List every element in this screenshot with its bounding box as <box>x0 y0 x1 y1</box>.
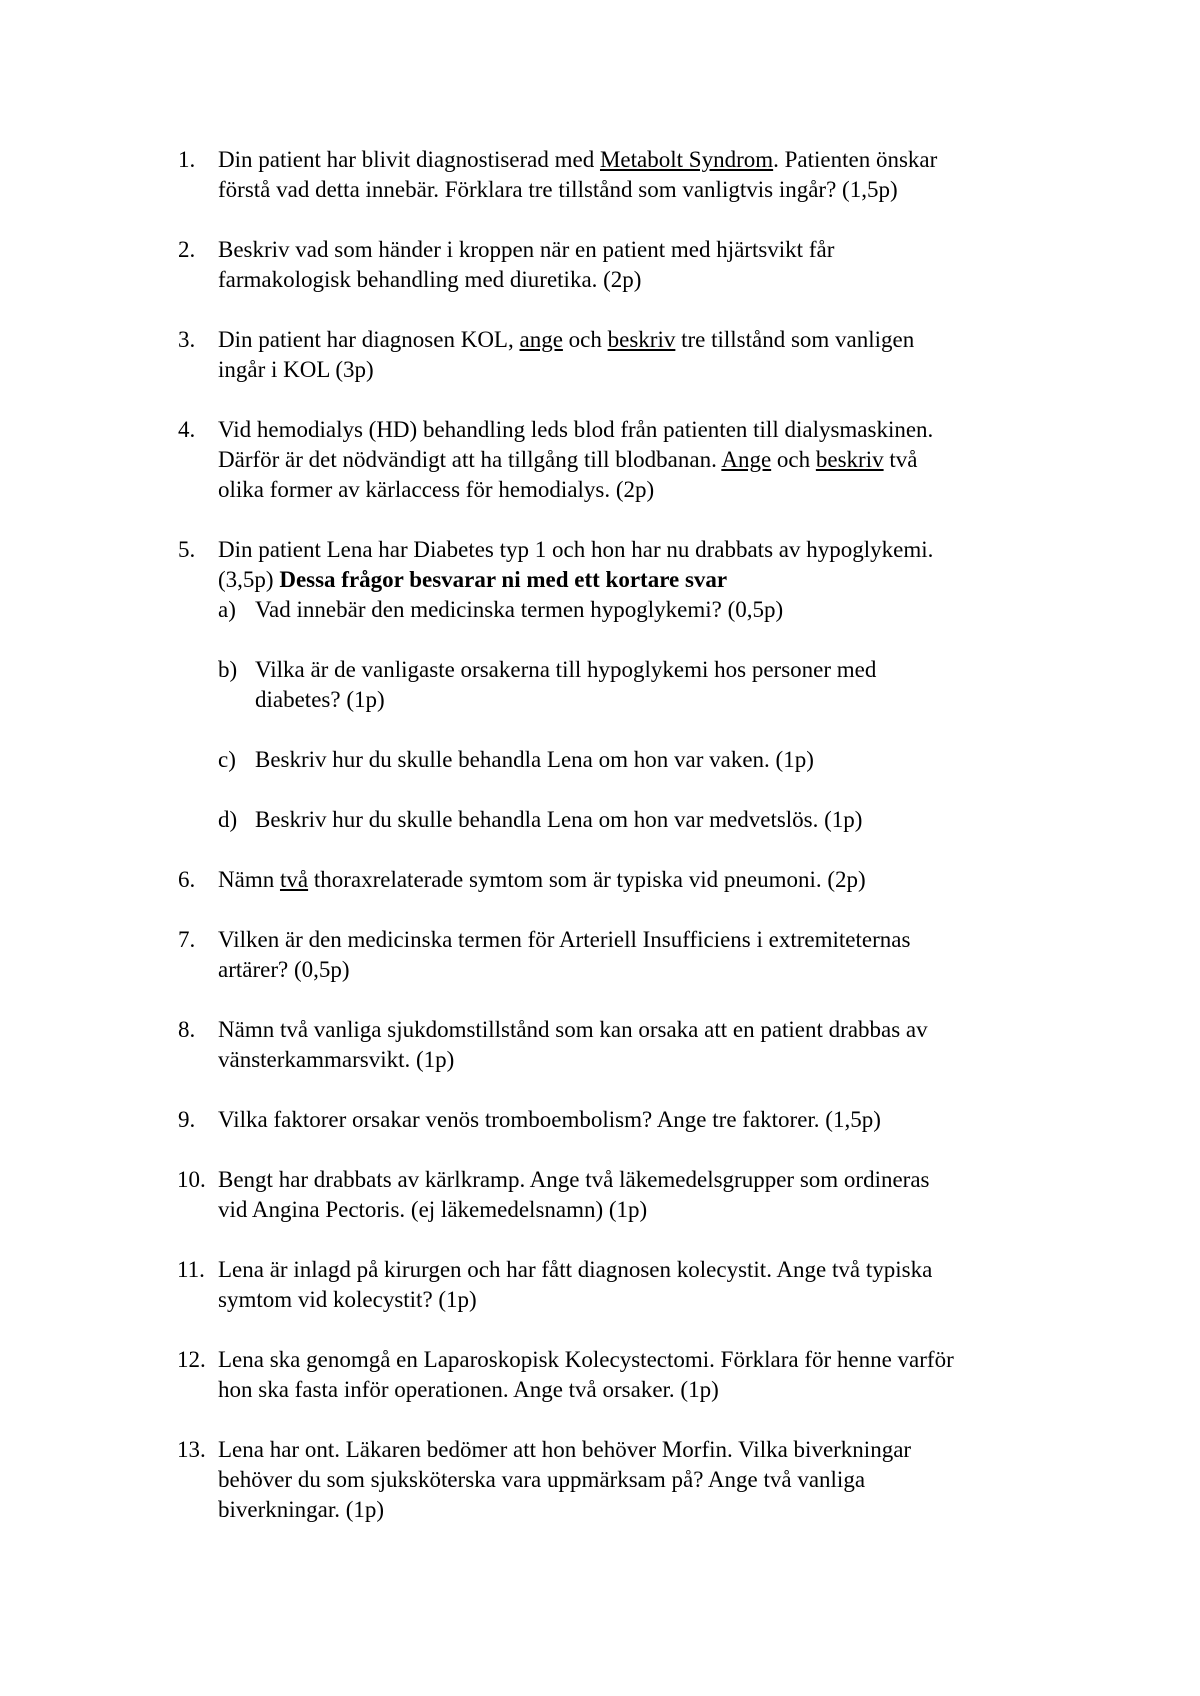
underlined-text: beskriv <box>815 447 884 472</box>
sub-question-letter: c) <box>218 747 236 772</box>
text-segment: olika former av kärlaccess för hemodialys. (2p) <box>218 477 655 502</box>
question-list <box>178 145 1078 1555</box>
question-line <box>218 445 1078 475</box>
question-number: 7. <box>178 927 196 952</box>
question-text <box>218 1345 1078 1405</box>
text-segment: behöver du som sjuksköterska vara uppmärksam på? Ange två vanliga <box>218 1467 866 1492</box>
text-segment: Vilka är de vanligaste orsakerna till hypoglykemi hos personer med <box>255 657 877 682</box>
question-line <box>218 325 1078 355</box>
question-line <box>218 955 1078 985</box>
text-segment: Vilken är den medicinska termen för Arteriell Insufficiens i extremiteternas <box>218 927 911 952</box>
text-segment: Beskriv vad som händer i kroppen när en patient med hjärtsvikt får <box>218 237 835 262</box>
text-segment: Lena har ont. Läkaren bedömer att hon behöver Morfin. Vilka biverkningar <box>218 1437 912 1462</box>
question-line <box>218 535 1078 565</box>
underlined-text: två <box>279 867 309 892</box>
sub-question-line <box>255 685 1078 715</box>
text-segment: Bengt har drabbats av kärlkramp. Ange två läkemedelsgrupper som ordineras <box>218 1167 930 1192</box>
question-item <box>178 1345 1078 1405</box>
text-segment: diabetes? (1p) <box>255 687 385 712</box>
question-number: 5. <box>178 537 196 562</box>
question-text <box>218 1105 1078 1135</box>
question-line <box>218 1495 1078 1525</box>
sub-question-text <box>255 655 1078 715</box>
question-text <box>218 325 1078 385</box>
question-number: 1. <box>178 147 196 172</box>
question-text <box>218 1435 1078 1525</box>
sub-question-item <box>218 805 1078 835</box>
sub-question-item <box>218 595 1078 625</box>
question-line <box>218 265 1078 295</box>
sub-question-text <box>255 745 1078 775</box>
text-segment: Beskriv hur du skulle behandla Lena om hon var medvetslös. (1p) <box>255 807 863 832</box>
text-segment: Lena är inlagd på kirurgen och har fått diagnosen kolecystit. Ange två typiska <box>218 1257 933 1282</box>
question-line <box>218 1255 1078 1285</box>
question-item <box>178 235 1078 295</box>
question-number: 13. <box>177 1437 206 1462</box>
question-number: 12. <box>177 1347 206 1372</box>
underlined-text: beskriv <box>607 327 676 352</box>
text-segment: Lena ska genomgå en Laparoskopisk Kolecystectomi. Förklara för henne varför <box>218 1347 954 1372</box>
text-segment: Vid hemodialys (HD) behandling leds blod från patienten till dialysmaskinen. <box>218 417 934 442</box>
question-text <box>218 145 1078 205</box>
question-text <box>218 865 1078 895</box>
text-segment: Nämn två vanliga sjukdomstillstånd som kan orsaka att en patient drabbas av <box>218 1017 928 1042</box>
question-text <box>218 415 1078 505</box>
text-segment: Vilka faktorer orsakar venös tromboembolism? Ange tre faktorer. (1,5p) <box>218 1107 881 1132</box>
question-line <box>218 865 1078 895</box>
question-item <box>178 325 1078 385</box>
text-segment: thoraxrelaterade symtom som är typiska vid pneumoni. (2p) <box>308 867 866 892</box>
text-segment: hon ska fasta inför operationen. Ange två orsaker. (1p) <box>218 1377 719 1402</box>
question-text <box>218 235 1078 295</box>
question-line <box>218 355 1078 385</box>
question-line <box>218 1345 1078 1375</box>
question-line <box>218 1465 1078 1495</box>
question-item <box>178 1435 1078 1525</box>
text-segment: Beskriv hur du skulle behandla Lena om hon var vaken. (1p) <box>255 747 814 772</box>
sub-question-letter: a) <box>218 597 236 622</box>
text-segment: ingår i KOL (3p) <box>218 357 374 382</box>
text-segment: Därför är det nödvändigt att ha tillgång till blodbanan. <box>218 447 722 472</box>
text-segment: tre tillstånd som vanligen <box>675 327 915 352</box>
question-text <box>218 925 1078 985</box>
text-segment: Nämn <box>218 867 280 892</box>
question-number: 4. <box>178 417 196 442</box>
question-number: 11. <box>177 1257 205 1282</box>
question-item <box>178 1015 1078 1075</box>
text-segment: två <box>883 447 918 472</box>
question-item <box>178 1105 1078 1135</box>
underlined-text: Ange <box>721 447 772 472</box>
question-line <box>218 475 1078 505</box>
text-segment: och <box>771 447 816 472</box>
text-segment: (3,5p) <box>218 567 280 592</box>
question-line <box>218 1015 1078 1045</box>
question-item <box>178 415 1078 505</box>
question-line <box>218 235 1078 265</box>
question-text <box>218 535 1078 595</box>
question-item <box>178 145 1078 205</box>
text-segment: Vad innebär den medicinska termen hypoglykemi? (0,5p) <box>255 597 784 622</box>
text-segment: symtom vid kolecystit? (1p) <box>218 1287 477 1312</box>
question-text <box>218 1255 1078 1315</box>
question-line <box>218 1045 1078 1075</box>
question-item <box>178 1255 1078 1315</box>
sub-question-line <box>255 805 1078 835</box>
question-line <box>218 415 1078 445</box>
underlined-text: ange <box>519 327 563 352</box>
sub-question-text <box>255 595 1078 625</box>
question-item <box>178 1165 1078 1225</box>
text-segment: Din patient har diagnosen KOL, <box>218 327 520 352</box>
sub-question-letter: d) <box>218 807 238 832</box>
sub-question-list <box>218 595 1078 835</box>
underlined-text: Metabolt Syndrom <box>599 147 774 172</box>
bold-instruction: Dessa frågor besvarar ni med ett kortare svar <box>279 567 728 592</box>
question-number: 9. <box>178 1107 196 1132</box>
question-line <box>218 565 1078 595</box>
question-line <box>218 1435 1078 1465</box>
question-line <box>218 1285 1078 1315</box>
sub-question-item <box>218 655 1078 715</box>
question-number: 10. <box>177 1167 206 1192</box>
question-line <box>218 1105 1078 1135</box>
text-segment: förstå vad detta innebär. Förklara tre tillstånd som vanligtvis ingår? (1,5p) <box>218 177 898 202</box>
question-number: 8. <box>178 1017 196 1042</box>
text-segment: biverkningar. (1p) <box>218 1497 385 1522</box>
question-number: 3. <box>178 327 196 352</box>
text-segment: artärer? (0,5p) <box>218 957 350 982</box>
question-line <box>218 175 1078 205</box>
question-number: 2. <box>178 237 196 262</box>
text-segment: vid Angina Pectoris. (ej läkemedelsnamn) (1p) <box>218 1197 648 1222</box>
sub-question-line <box>255 595 1078 625</box>
text-segment: Din patient Lena har Diabetes typ 1 och hon har nu drabbats av hypoglykemi. <box>218 537 934 562</box>
question-number: 6. <box>178 867 196 892</box>
text-segment: Din patient har blivit diagnostiserad med <box>218 147 600 172</box>
question-line <box>218 925 1078 955</box>
question-line <box>218 1165 1078 1195</box>
sub-question-item <box>218 745 1078 775</box>
question-line <box>218 1375 1078 1405</box>
question-line <box>218 1195 1078 1225</box>
question-line <box>218 145 1078 175</box>
question-text <box>218 1015 1078 1075</box>
sub-question-line <box>255 745 1078 775</box>
question-text <box>218 1165 1078 1225</box>
text-segment: . Patienten önskar <box>773 147 938 172</box>
text-segment: farmakologisk behandling med diuretika. (2p) <box>218 267 642 292</box>
question-item <box>178 865 1078 895</box>
question-item <box>178 925 1078 985</box>
sub-question-line <box>255 655 1078 685</box>
sub-question-letter: b) <box>218 657 238 682</box>
sub-question-text <box>255 805 1078 835</box>
text-segment: vänsterkammarsvikt. (1p) <box>218 1047 455 1072</box>
question-item <box>178 535 1078 835</box>
text-segment: och <box>562 327 608 352</box>
